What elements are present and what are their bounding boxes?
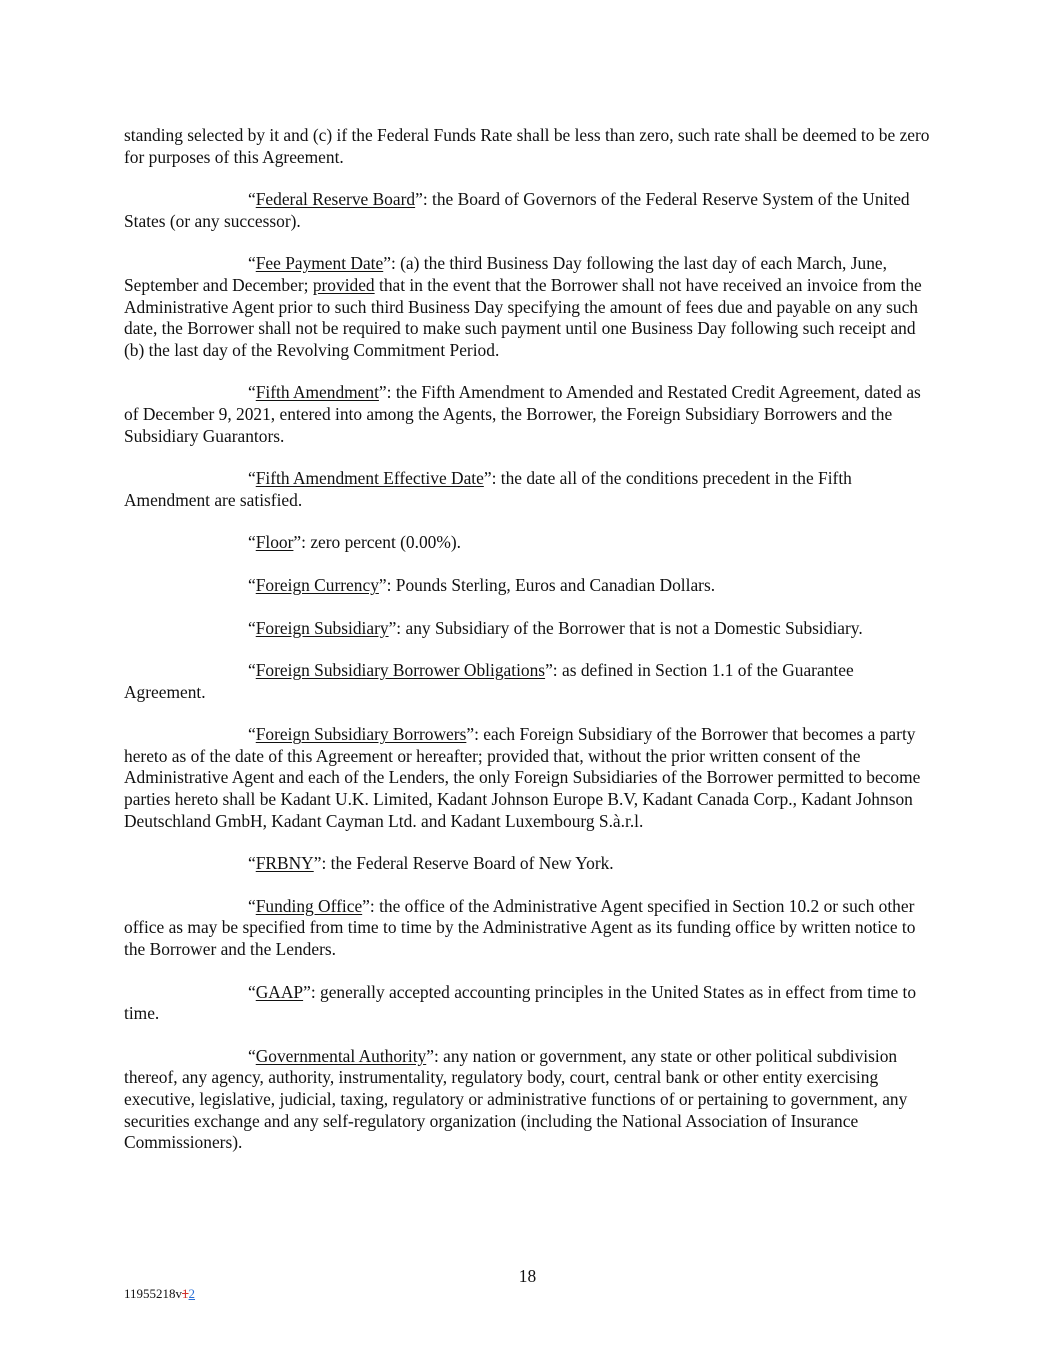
definition-text: the office of the Administrative Agent specified in Section 10.2 or such other office as may be specified from time to time by the Administrative Agent as its funding office by written notice to the Borrower and the Lenders. [124, 895, 916, 960]
definition-funding-office: “Funding Office”: the office of the Administrative Agent specified in Section 10.2 or such other office as may be specified from time to time by the Administrative Agent as its funding office by written notice to the Borrower and the Lenders. [124, 895, 916, 960]
definition-fee-payment-date: “Fee Payment Date”: (a) the third Business Day following the last day of each March, June, September and December; provided that in the event that the Borrower shall not have received an invoice from the Administrative Agent prior to such third Business Day specifying the amount of fees due and payable on any such date, the Borrower shall not be required to make such payment until one Business Day following such receipt and (b) the last day of the Revolving Commitment Period. [124, 253, 922, 360]
defined-term: Funding Office [255, 895, 363, 916]
document-id [124, 1286, 195, 1302]
definition-text: the Fifth Amendment to Amended and Restated Credit Agreement, dated as of December 9, 2021, entered into among the Agents, the Borrower, the Foreign Subsidiary Borrowers and the Subsidiary Guarantors. [124, 382, 921, 446]
definition-frbny: “FRBNY”: the Federal Reserve Board of New York. [248, 853, 614, 874]
definition-text: zero percent (0.00%). [310, 532, 461, 553]
definition-text: any Subsidiary of the Borrower that is not a Domestic Subsidiary. [405, 617, 863, 638]
defined-term: Floor [255, 532, 294, 553]
defined-term: Foreign Subsidiary [255, 617, 389, 638]
definition-text: that in the event that the Borrower shall not have received an invoice from the Administrative Agent prior to such third Business Day specifying the amount of fees due and payable on any such date, the Borrower shall not be required to make such payment until one Business Day following such receipt and (b) the last day of the Revolving Commitment Period. [124, 274, 922, 360]
defined-term: FRBNY [255, 853, 314, 874]
definition-gaap: “GAAP”: generally accepted accounting principles in the United States as in effect from time to time. [124, 981, 917, 1024]
definition-text: any nation or government, any state or other political subdivision thereof, any agency, authority, instrumentality, regulatory body, court, central bank or other entity exercising executive, legislative, judicial, taxing, regulatory or administrative functions of or pertaining to government, any securities exchange and any self-regulatory organization (including the National Association of Insurance Commissioners). [124, 1045, 908, 1153]
definition-foreign-currency: “Foreign Currency”: Pounds Sterling, Euros and Canadian Dollars. [248, 574, 716, 595]
definition-federal-reserve-board: “Federal Reserve Board”: the Board of Governors of the Federal Reserve System of the United States (or any successor). [124, 189, 910, 231]
definition-text: Pounds Sterling, Euros and Canadian Dollars. [395, 574, 716, 595]
definition-text: the Federal Reserve Board of New York. [330, 853, 614, 874]
document-page [124, 125, 934, 1175]
definition-text: generally accepted accounting principles in the United States as in effect from time to time. [124, 981, 917, 1024]
definition-text: the Board of Governors of the Federal Reserve System of the United States (or any successor). [124, 189, 910, 231]
definition-foreign-subsidiary-borrower-obligations: “Foreign Subsidiary Borrower Obligations”: as defined in Section 1.1 of the Guarantee Agreement. [124, 660, 854, 702]
definition-fifth-amendment-effective-date: “Fifth Amendment Effective Date”: the date all of the conditions precedent in the Fifth Amendment are satisfied. [124, 468, 852, 510]
defined-term: Fifth Amendment Effective Date [255, 468, 484, 489]
doc-id-deleted: 1 [182, 1286, 189, 1301]
definition-fifth-amendment: “Fifth Amendment”: the Fifth Amendment to Amended and Restated Credit Agreement, dated as of December 9, 2021, entered into among the Agents, the Borrower, the Foreign Subsidiary Borrowers and the Subsidiary Guarantors. [124, 382, 921, 446]
definition-text: as defined in Section 1.1 of the Guarantee Agreement. [124, 660, 854, 702]
defined-term: Governmental Authority [255, 1045, 427, 1066]
definition-foreign-subsidiary-borrowers: “Foreign Subsidiary Borrowers”: each Foreign Subsidiary of the Borrower that becomes a party hereto as of the date of this Agreement or hereafter; provided that, without the prior written consent of the Administrative Agent and each of the Lenders, the only Foreign Subsidiaries of the Borrower permitted to become parties hereto shall be Kadant U.K. Limited, Kadant Johnson Europe B.V, Kadant Canada Corp., Kadant Johnson Deutschland GmbH, Kadant Cayman Ltd. and Kadant Luxembourg S.à.r.l. [124, 724, 921, 831]
defined-term: GAAP [255, 981, 304, 1002]
definition-foreign-subsidiary: “Foreign Subsidiary”: any Subsidiary of the Borrower that is not a Domestic Subsidiary. [248, 617, 863, 638]
definition-floor: “Floor”: zero percent (0.00%). [248, 532, 461, 553]
doc-id-inserted: 2 [188, 1286, 196, 1301]
defined-term: Foreign Subsidiary Borrower Obligations [255, 660, 546, 681]
definition-governmental-authority: “Governmental Authority”: any nation or government, any state or other political subdivision thereof, any agency, authority, instrumentality, regulatory body, court, central bank or other entity exercising executive, legislative, judicial, taxing, regulatory or administrative functions of or pertaining to government, any securities exchange and any self-regulatory organization (including the National Association of Insurance Commissioners). [124, 1045, 908, 1153]
doc-id-base: 11955218v [124, 1286, 183, 1301]
definition-text: (a) the third Business Day following the last day of each March, June, September and December; [124, 253, 887, 295]
page-number: 18 [518, 1266, 537, 1286]
defined-term: Federal Reserve Board [255, 189, 416, 210]
defined-term: Foreign Subsidiary Borrowers [255, 724, 467, 745]
defined-term: Fee Payment Date [255, 253, 384, 274]
paragraph-continuation: standing selected by it and (c) if the Federal Funds Rate shall be less than zero, such rate shall be deemed to be zero for purposes of this Agreement. [124, 125, 930, 167]
definition-text: each Foreign Subsidiary of the Borrower that becomes a party hereto as of the date of this Agreement or hereafter; provided that, without the prior written consent of the Administrative Agent and each of the Lenders, the only Foreign Subsidiaries of the Borrower permitted to become parties hereto shall be Kadant U.K. Limited, Kadant Johnson Europe B.V, Kadant Canada Corp., Kadant Johnson Deutschland GmbH, Kadant Cayman Ltd. and Kadant Luxembourg S.à.r.l. [124, 724, 921, 831]
definition-text: the date all of the conditions precedent in the Fifth Amendment are satisfied. [124, 468, 852, 510]
defined-term: Fifth Amendment [255, 382, 379, 403]
defined-term: Foreign Currency [255, 574, 379, 595]
provided-term: provided [312, 274, 375, 295]
